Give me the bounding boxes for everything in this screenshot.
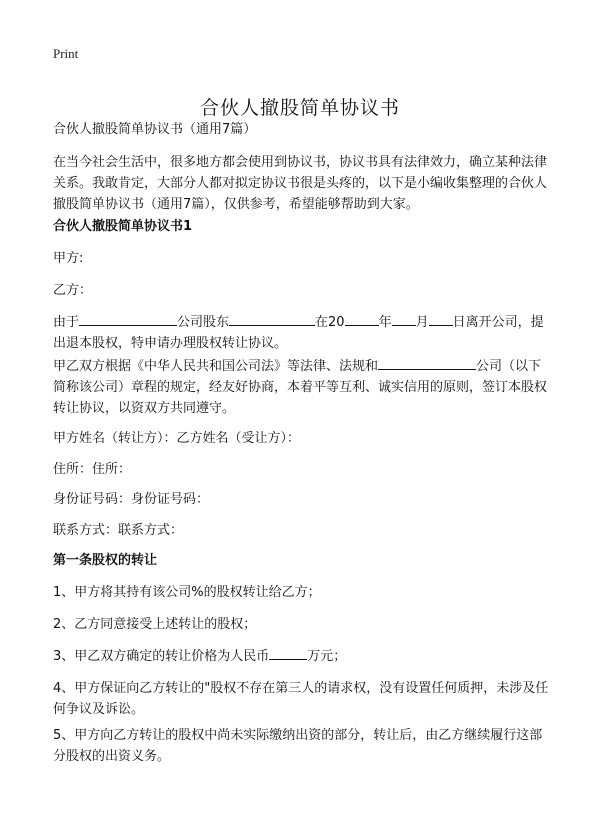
price-blank — [269, 646, 307, 660]
shareholder-name-blank — [229, 312, 315, 326]
basis-paragraph — [53, 356, 553, 419]
list-item — [53, 646, 553, 667]
list-item: 4、甲方保证向乙方转让的"股权不存在第三人的请求权，没有设置任何质押，未涉及任何争议及诉讼。 — [53, 681, 549, 717]
reason-text-4: 年 — [378, 315, 392, 330]
reason-text-3: 在20 — [315, 315, 345, 330]
list-item: 1、甲方将其持有该公司%的股权转让给乙方； — [53, 585, 321, 600]
document-subtitle: 合伙人撤股简单协议书（通用7篇） — [53, 122, 257, 137]
list-item: 5、甲方向乙方转让的股权中尚未实际缴纳出资的部分，转让后，由乙方继续履行这部分股权的出资义务。 — [53, 728, 543, 764]
names-line: 甲方姓名（转让方）：乙方姓名（受让方）： — [53, 431, 301, 446]
intro-paragraph: 在当今社会生活中，很多地方都会使用到协议书，协议书具有法律效力，确立某种法律关系。我敢肯定，大部分人都对拟定协议书很是头疼的，以下是小编收集整理的合伙人撤股简单协议书（通用7篇），仅供参考，希望能够帮助到大家。 — [53, 155, 548, 212]
article-heading: 第一条股权的转让 — [53, 553, 158, 568]
contact-line: 联系方式：联系方式： — [53, 523, 184, 538]
party-b-line: 乙方： — [53, 283, 93, 298]
section-heading: 合伙人撤股简单协议书1 — [53, 219, 193, 234]
basis-text-1: 甲乙双方根据《中华人民共和国公司法》等法律、法规和 — [53, 359, 379, 374]
company-name-blank — [79, 312, 177, 326]
id-number-line: 身份证号码：身份证号码： — [53, 492, 210, 507]
reason-text-6: 日离开公司，提出退本股权，特申请办理股权转让协议。 — [53, 315, 544, 351]
price-text: 3、甲乙双方确定的转让价格为人民币 — [53, 649, 270, 664]
list-item: 2、乙方同意接受上述转让的股权； — [53, 617, 257, 632]
address-line: 住所：住所： — [53, 462, 132, 477]
reason-text-5: 月 — [415, 315, 429, 330]
month-blank — [392, 312, 416, 326]
price-unit: 万元； — [307, 649, 347, 664]
reason-text-1: 由于 — [53, 315, 80, 330]
year-blank — [345, 312, 379, 326]
party-a-line: 甲方: — [53, 251, 84, 266]
basis-text-2: 公司（以下简称该公司）章程的规定，经友好协商，本着平等互利、诚实信用的原则，签订本股权转让协议，以资双方共同遵守。 — [53, 359, 548, 416]
day-blank — [429, 312, 453, 326]
document-title: 合伙人撤股简单协议书 — [199, 96, 400, 119]
reason-text-2: 公司股东 — [177, 315, 230, 330]
reason-paragraph — [53, 312, 553, 354]
company-blank — [378, 356, 476, 370]
print-link[interactable]: Print — [53, 46, 79, 61]
